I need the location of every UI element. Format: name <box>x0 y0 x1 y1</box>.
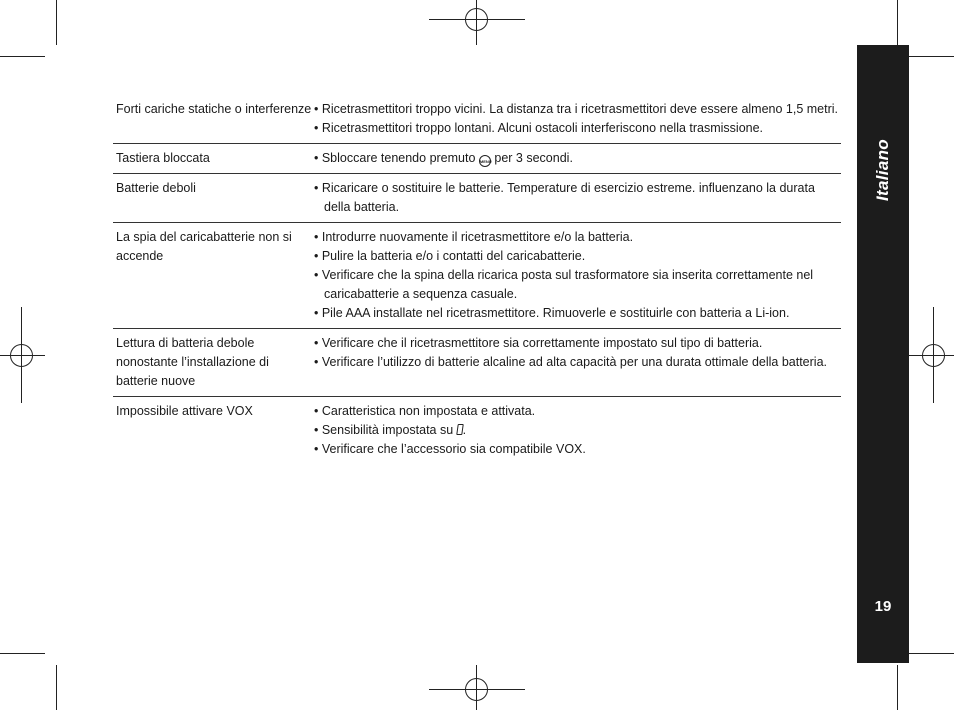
problem-cell: Batterie deboli <box>116 181 196 195</box>
table-row <box>113 149 841 174</box>
table-row <box>113 100 841 144</box>
problem-cell: Lettura di batteria debole nonostante l’installazione di batterie nuove <box>116 336 269 388</box>
table-row <box>113 228 841 329</box>
solution-text: • Sbloccare tenendo premuto <box>314 151 476 165</box>
table-row <box>113 179 841 223</box>
solution-item: • Pile AAA installate nel ricetrasmettitore. Rimuoverle e sostituirle con batteria a Li-ion. <box>314 306 790 320</box>
table-row <box>113 402 841 464</box>
problem-cell: Tastiera bloccata <box>116 151 210 165</box>
solution-item: • Verificare che l’accessorio sia compatibile VOX. <box>314 442 586 456</box>
solution-text: per 3 secondi. <box>494 151 573 165</box>
solutions-cell <box>314 228 841 323</box>
solutions-cell <box>314 100 841 138</box>
solution-item <box>314 421 841 440</box>
solution-item: • Ricetrasmettitori troppo vicini. La distanza tra i ricetrasmettitori deve essere almeno 1,5 metri. <box>314 102 839 116</box>
language-tab <box>857 45 909 663</box>
page-number: 19 <box>874 598 892 615</box>
solution-item <box>314 149 841 168</box>
table-row <box>113 334 841 397</box>
solutions-cell <box>314 402 841 459</box>
problem-cell: La spia del caricabatterie non si accende <box>116 230 292 263</box>
solution-item: • Ricetrasmettitori troppo lontani. Alcuni ostacoli interferiscono nella trasmissione. <box>314 121 764 135</box>
solutions-cell <box>314 179 841 217</box>
segment-digit-zero-icon <box>456 423 467 437</box>
language-label: Italiano <box>873 139 893 201</box>
problem-cell: Impossibile attivare VOX <box>116 404 253 418</box>
problem-cell: Forti cariche statiche o interferenze <box>116 102 312 116</box>
solutions-cell <box>314 149 841 168</box>
solution-text: • Sensibilità impostata su <box>314 423 454 437</box>
troubleshooting-table <box>113 100 841 469</box>
solution-item: • Verificare che la spina della ricarica posta sul trasformatore sia inserita correttamente nel caricabatterie a sequenza casuale. <box>314 268 814 301</box>
solution-item: • Pulire la batteria e/o i contatti del caricabatterie. <box>314 249 586 263</box>
solution-item: • Caratteristica non impostata e attivata. <box>314 404 536 418</box>
solution-item: • Verificare che il ricetrasmettitore sia correttamente impostato sul tipo di batteria. <box>314 336 763 350</box>
solution-item: • Ricaricare o sostituire le batterie. Temperature di esercizio estreme. influenzano la durata della batteria. <box>314 181 815 214</box>
menu-button-icon: MENU <box>479 155 491 167</box>
solution-item: • Introdurre nuovamente il ricetrasmettitore e/o la batteria. <box>314 230 634 244</box>
solutions-cell <box>314 334 841 391</box>
solution-item: • Verificare l’utilizzo di batterie alcaline ad alta capacità per una durata ottimale della batteria. <box>314 355 828 369</box>
solution-text: . <box>462 423 467 437</box>
